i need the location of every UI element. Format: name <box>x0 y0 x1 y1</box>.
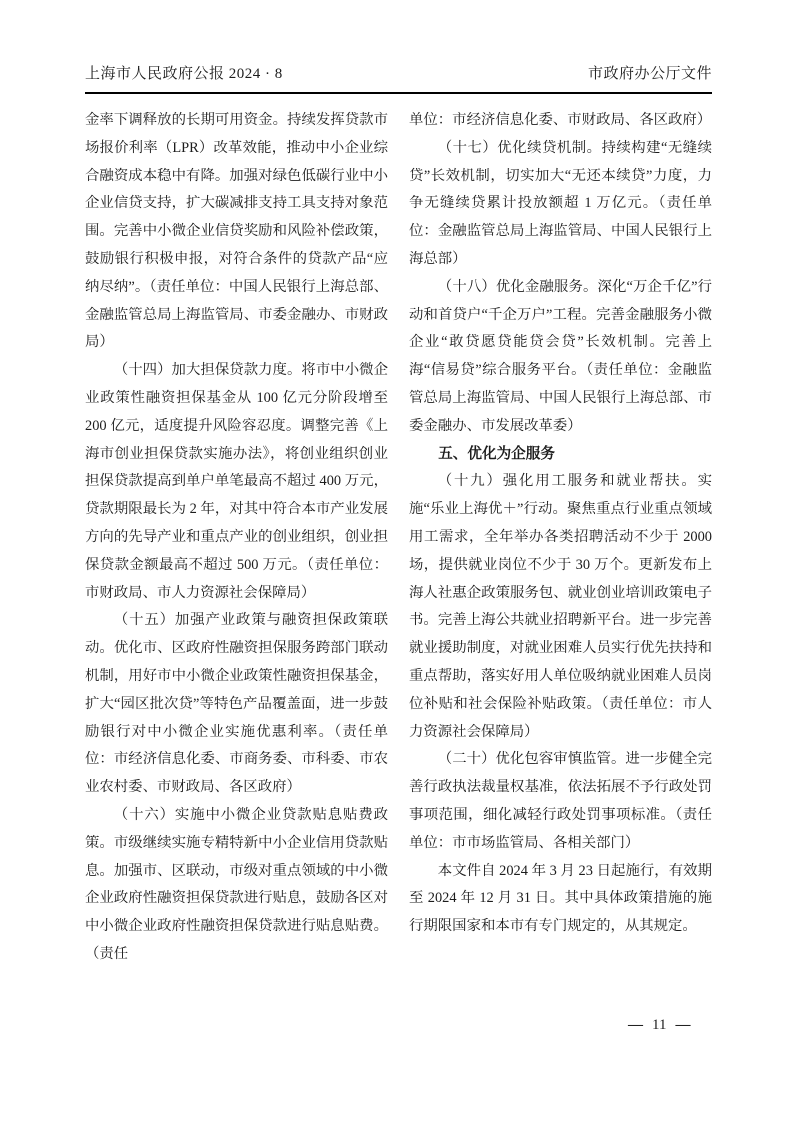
page-footer <box>628 1014 690 1036</box>
section-heading-5: 五、优化为企服务 <box>438 445 555 462</box>
footer-dash-left: — <box>628 1017 643 1033</box>
paragraph-item-18: （十八）优化金融服务。深化“万企千亿”行动和首贷户“千企万户”工程。完善金融服务小微企业“敢贷愿贷能贷会贷”长效机制。完善上海“信易贷”综合服务平台。（责任单位：金融监管总局上海监管局、中国人民银行上海总部、市委金融办、市发展改革委） <box>409 278 712 434</box>
right-column <box>409 107 712 969</box>
page-header <box>85 64 712 84</box>
footer-dash-right: — <box>675 1017 691 1033</box>
left-column <box>85 107 388 969</box>
header-document-category: 市政府办公厅文件 <box>587 66 712 82</box>
paragraph-item-17: （十七）优化续贷机制。持续构建“无缝续贷”长效机制，切实加大“无还本续贷”力度，力争无缝续贷累计投放额超 1 万亿元。（责任单位：金融监管总局上海监管局、中国人民银行上海总部） <box>409 139 712 267</box>
page-number: 11 <box>652 1017 667 1033</box>
right-paragraph-continuation: 单位：市经济信息化委、市财政局、各区政府） <box>409 112 712 128</box>
left-paragraph-continuation: 金率下调释放的长期可用资金。持续发挥贷款市场报价利率（LPR）改革效能，推动中小企业综合融资成本稳中有降。加强对绿色低碳行业中小企业信贷支持，扩大碳减排支持工具支持对象范围。完善中小微企业信贷奖励和风险补偿政策，鼓励银行积极申报，对符合条件的贷款产品“应纳尽纳”。（责任单位：中国人民银行上海总部、金融监管总局上海监管局、市委金融办、市财政局） <box>85 112 388 351</box>
paragraph-item-15: （十五）加强产业政策与融资担保政策联动。优化市、区政府性融资担保服务跨部门联动机制，用好市中小微企业政策性融资担保基金，扩大“园区批次贷”等特色产品覆盖面，进一步鼓励银行对中小微企业实施优惠利率。（责任单位：市经济信息化委、市商务委、市科委、市农业农村委、市财政局、各区政府） <box>85 612 388 796</box>
paragraph-item-16: （十六）实施中小微企业贷款贴息贴费政策。市级继续实施专精特新中小企业信用贷款贴息。加强市、区联动，市级对重点领域的中小微企业政府性融资担保贷款进行贴息，鼓励各区对中小微企业政府性融资担保贷款进行贴息贴费。（责任 <box>85 806 388 962</box>
paragraph-effective-date: 本文件自 2024 年 3 月 23 日起施行，有效期至 2024 年 12 月 31 日。其中具体政策措施的施行期限国家和本市有专门规定的，从其规定。 <box>409 862 712 935</box>
header-rule <box>85 92 712 94</box>
header-gazette-title: 上海市人民政府公报 2024 · 8 <box>85 66 283 82</box>
paragraph-item-19: （十九）强化用工服务和就业帮扶。实施“乐业上海优＋”行动。聚焦重点行业重点领域用工需求，全年举办各类招聘活动不少于 2000 场，提供就业岗位不少于 30 万个。更新发布上海人社惠企政策服务包、就业创业培训政策电子书。完善上海公共就业招聘新平台。进一步完善就业援助制度，对就业困难人员实行优先扶持和重点帮助，落实好用人单位吸纳就业困难人员岗位补贴和社会保险补贴政策。（责任单位：市人力资源社会保障局） <box>409 473 712 740</box>
paragraph-item-14: （十四）加大担保贷款力度。将市中小微企业政策性融资担保基金从 100 亿元分阶段增至 200 亿元，适度提升风险容忍度。调整完善《上海市创业担保贷款实施办法》，将创业组织创业担保贷款提高到单户单笔最高不超过 400 万元，贷款期限最长为 2 年，对其中符合本市产业发展方向的先导产业和重点产业的创业组织，创业担保贷款金额最高不超过 500 万元。（责任单位：市财政局、市人力资源社会保障局） <box>85 362 388 601</box>
body-columns <box>85 107 712 969</box>
paragraph-item-20: （二十）优化包容审慎监管。进一步健全完善行政执法裁量权基准，依法拓展不予行政处罚事项范围，细化减轻行政处罚事项标准。（责任单位：市市场监管局、各相关部门） <box>409 751 712 851</box>
